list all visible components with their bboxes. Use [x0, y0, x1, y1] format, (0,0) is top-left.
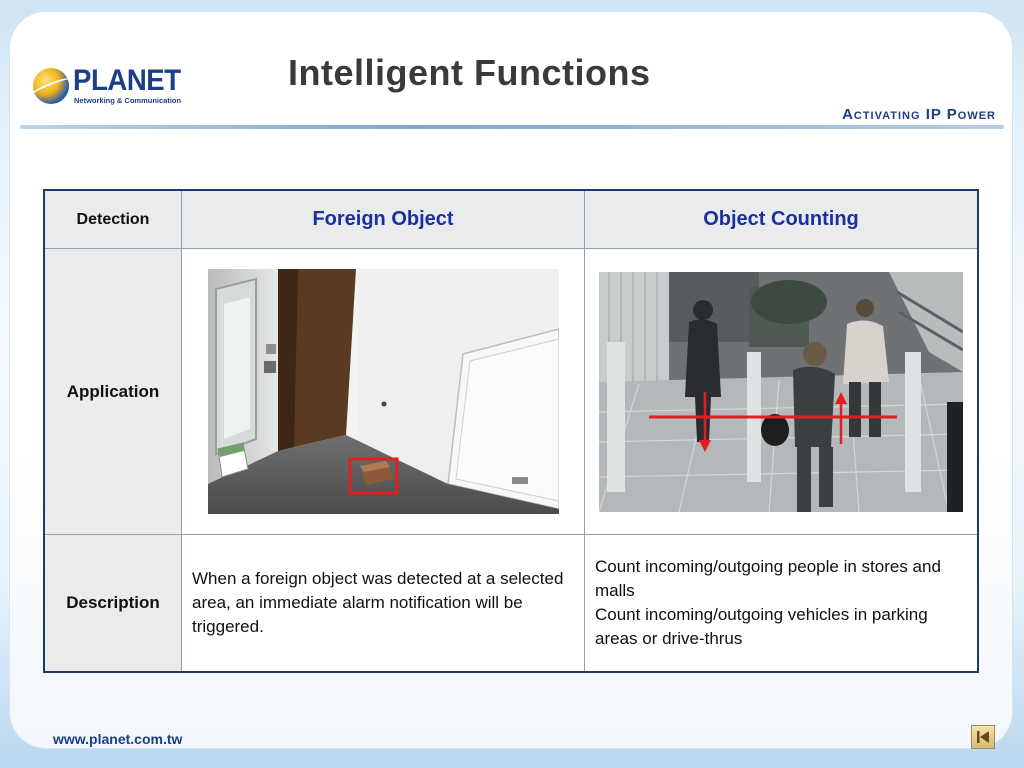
description-row-label: Description — [45, 535, 182, 671]
tagline: Activating IP Power — [842, 106, 996, 123]
object-counting-camera-image — [599, 272, 963, 512]
object-counting-image-cell — [585, 249, 977, 535]
detection-header: Detection — [45, 191, 182, 249]
foreign-object-description: When a foreign object was detected at a selected area, an immediate alarm notification will be triggered. — [192, 569, 564, 636]
object-counting-description: Count incoming/outgoing people in stores and malls Count incoming/outgoing vehicles in parking areas or drive-thrus — [595, 557, 941, 648]
application-row-label: Application — [45, 249, 182, 535]
object-counting-description-cell — [585, 535, 977, 671]
header-divider — [20, 125, 1004, 129]
logo-subtitle: Networking & Communication — [74, 96, 182, 105]
foreign-object-image-cell — [182, 249, 585, 535]
footer-url[interactable]: www.planet.com.tw — [53, 731, 183, 747]
globe-icon — [33, 68, 69, 104]
functions-table — [43, 189, 979, 673]
planet-logo — [33, 66, 193, 110]
foreign-object-description-cell — [182, 535, 585, 671]
column-header-object-counting: Object Counting — [585, 191, 977, 249]
first-slide-icon — [975, 729, 991, 745]
logo-wordmark: PLANET — [73, 64, 181, 97]
page-title: Intelligent Functions — [288, 52, 651, 93]
foreign-object-camera-image — [208, 269, 559, 514]
first-slide-button[interactable] — [971, 725, 995, 749]
column-header-foreign-object: Foreign Object — [182, 191, 585, 249]
